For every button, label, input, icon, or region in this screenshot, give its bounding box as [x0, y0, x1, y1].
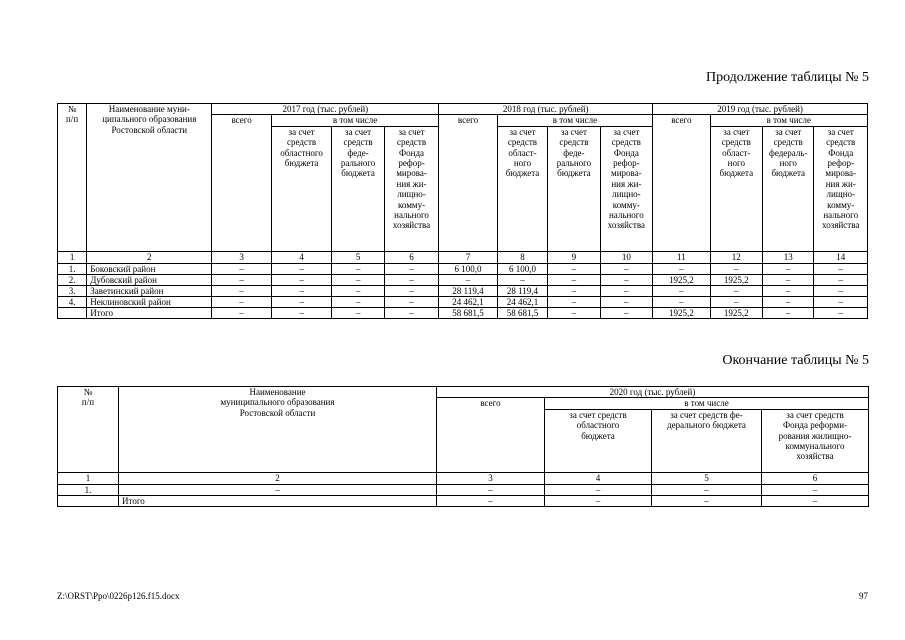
- column-number-cell: 7: [439, 251, 498, 263]
- col-header-federal-budget: за счет средств фе- дерального бюджета: [652, 409, 762, 472]
- column-number-cell: 1: [58, 472, 119, 484]
- col-header-total: всего: [212, 115, 272, 251]
- column-number-cell: 10: [600, 251, 652, 263]
- value-cell: –: [710, 296, 762, 307]
- table-row: [58, 274, 868, 285]
- value-cell: –: [600, 274, 652, 285]
- value-cell: 24 462,1: [439, 296, 498, 307]
- value-cell: –: [271, 296, 332, 307]
- municipality-name-cell: Итого: [119, 495, 437, 506]
- value-cell: –: [384, 307, 438, 318]
- value-cell: –: [814, 285, 868, 296]
- value-cell: –: [763, 263, 814, 274]
- col-header-regional-budget: за счет средств област- ного бюджета: [497, 126, 547, 251]
- municipality-name-cell: –: [119, 484, 437, 495]
- col-header-including: в том числе: [497, 115, 652, 126]
- value-cell: –: [548, 285, 600, 296]
- value-cell: –: [600, 296, 652, 307]
- column-number-row: [58, 472, 869, 484]
- value-cell: 28 119,4: [497, 285, 547, 296]
- table-5-end: [57, 386, 869, 507]
- value-cell: –: [814, 274, 868, 285]
- row-number-cell: 2.: [58, 274, 87, 285]
- value-cell: –: [439, 274, 498, 285]
- value-cell: –: [600, 285, 652, 296]
- value-cell: –: [437, 495, 545, 506]
- column-number-cell: 4: [271, 251, 332, 263]
- row-number-cell: 1.: [58, 484, 119, 495]
- municipality-name-cell: Дубовский район: [87, 274, 212, 285]
- table-row: [58, 307, 868, 318]
- col-header-year-2018: 2018 год (тыс. рублей): [439, 104, 653, 115]
- col-header-housing-fund: за счет средств Фонда рефор- мирова- ния жи- лищно- комму- нального хозяйства: [814, 126, 868, 251]
- row-number-cell: 4.: [58, 296, 87, 307]
- value-cell: 6 100,0: [497, 263, 547, 274]
- value-cell: –: [384, 274, 438, 285]
- value-cell: –: [212, 296, 272, 307]
- column-number-cell: 9: [548, 251, 600, 263]
- value-cell: –: [548, 263, 600, 274]
- value-cell: –: [652, 484, 762, 495]
- value-cell: –: [332, 307, 384, 318]
- col-header-year-2017: 2017 год (тыс. рублей): [212, 104, 439, 115]
- column-number-cell: 3: [212, 251, 272, 263]
- value-cell: –: [497, 274, 547, 285]
- value-cell: –: [763, 296, 814, 307]
- value-cell: 58 681,5: [497, 307, 547, 318]
- table-row: [58, 495, 869, 506]
- column-number-cell: 1: [58, 251, 87, 263]
- column-number-cell: 12: [710, 251, 762, 263]
- table-caption-end: Окончание таблицы № 5: [722, 353, 869, 368]
- value-cell: –: [653, 296, 710, 307]
- row-number-cell: 3.: [58, 285, 87, 296]
- value-cell: –: [271, 263, 332, 274]
- col-header-number: № п/п: [58, 104, 87, 252]
- col-header-year-2019: 2019 год (тыс. рублей): [653, 104, 868, 115]
- col-header-municipality: Наименование муниципального образования Ростовской области: [119, 387, 437, 473]
- column-number-cell: 3: [437, 472, 545, 484]
- value-cell: –: [384, 285, 438, 296]
- value-cell: 58 681,5: [439, 307, 498, 318]
- value-cell: –: [600, 263, 652, 274]
- column-number-cell: 14: [814, 251, 868, 263]
- col-header-regional-budget: за счет средств областного бюджета: [271, 126, 332, 251]
- col-header-including: в том числе: [710, 115, 867, 126]
- value-cell: –: [763, 285, 814, 296]
- value-cell: 24 462,1: [497, 296, 547, 307]
- row-number-cell: [58, 307, 87, 318]
- value-cell: 6 100,0: [439, 263, 498, 274]
- table-row: [58, 285, 868, 296]
- table-row: [58, 296, 868, 307]
- value-cell: –: [332, 296, 384, 307]
- column-number-cell: 6: [762, 472, 869, 484]
- value-cell: –: [548, 307, 600, 318]
- value-cell: –: [710, 263, 762, 274]
- col-header-total: всего: [437, 398, 545, 472]
- value-cell: –: [271, 285, 332, 296]
- value-cell: –: [332, 263, 384, 274]
- value-cell: –: [814, 263, 868, 274]
- value-cell: –: [384, 263, 438, 274]
- col-header-housing-fund: за счет средств Фонда рефор- мирова- ния жи- лищно- комму- нального хозяйства: [600, 126, 652, 251]
- column-number-cell: 4: [545, 472, 652, 484]
- row-number-cell: 1.: [58, 263, 87, 274]
- col-header-federal-budget: за счет средств феде- рального бюджета: [332, 126, 384, 251]
- value-cell: –: [763, 307, 814, 318]
- col-header-federal-budget: за счет средств федераль- ного бюджета: [763, 126, 814, 251]
- col-header-municipality: Наименование муни- ципального образования Ростовской области: [87, 104, 212, 252]
- value-cell: –: [762, 495, 869, 506]
- column-number-row: [58, 251, 868, 263]
- value-cell: 1925,2: [710, 274, 762, 285]
- row-number-cell: [58, 495, 119, 506]
- value-cell: –: [763, 274, 814, 285]
- column-number-cell: 8: [497, 251, 547, 263]
- value-cell: –: [271, 307, 332, 318]
- value-cell: –: [384, 296, 438, 307]
- value-cell: –: [212, 307, 272, 318]
- value-cell: –: [548, 296, 600, 307]
- value-cell: –: [652, 495, 762, 506]
- value-cell: –: [271, 274, 332, 285]
- value-cell: –: [545, 495, 652, 506]
- value-cell: –: [814, 307, 868, 318]
- table-caption-continuation: Продолжение таблицы № 5: [705, 70, 869, 85]
- municipality-name-cell: Неклиновский район: [87, 296, 212, 307]
- column-number-cell: 6: [384, 251, 438, 263]
- table-row: [58, 484, 869, 495]
- column-number-cell: 5: [332, 251, 384, 263]
- value-cell: –: [437, 484, 545, 495]
- value-cell: –: [332, 285, 384, 296]
- municipality-name-cell: Итого: [87, 307, 212, 318]
- column-number-cell: 2: [119, 472, 437, 484]
- municipality-name-cell: Заветинский район: [87, 285, 212, 296]
- value-cell: 1925,2: [710, 307, 762, 318]
- col-header-regional-budget: за счет средств област- ного бюджета: [710, 126, 762, 251]
- col-header-housing-fund: за счет средств Фонда рефор- мирова- ния жи- лищно- комму- нального хозяйства: [384, 126, 438, 251]
- value-cell: –: [653, 263, 710, 274]
- column-number-cell: 13: [763, 251, 814, 263]
- value-cell: 1925,2: [653, 274, 710, 285]
- table-row: [58, 263, 868, 274]
- col-header-regional-budget: за счет средств областного бюджета: [545, 409, 652, 472]
- column-number-cell: 2: [87, 251, 212, 263]
- col-header-including: в том числе: [271, 115, 438, 126]
- col-header-including: в том числе: [545, 398, 869, 409]
- value-cell: 1925,2: [653, 307, 710, 318]
- col-header-housing-fund: за счет средств Фонда реформи- рования жилищно- коммунального хозяйства: [762, 409, 869, 472]
- value-cell: –: [545, 484, 652, 495]
- value-cell: –: [600, 307, 652, 318]
- col-header-total: всего: [439, 115, 498, 251]
- page-number: 97: [859, 591, 868, 601]
- value-cell: –: [710, 285, 762, 296]
- value-cell: –: [814, 296, 868, 307]
- value-cell: –: [653, 285, 710, 296]
- document-path: Z:\ORST\Ppo\0226p126.f15.docx: [57, 591, 180, 601]
- value-cell: –: [548, 274, 600, 285]
- municipality-name-cell: Боковский район: [87, 263, 212, 274]
- col-header-federal-budget: за счет средств феде- рального бюджета: [548, 126, 600, 251]
- col-header-year-2020: 2020 год (тыс. рублей): [437, 387, 869, 398]
- table-5-continuation: [57, 103, 868, 319]
- column-number-cell: 11: [653, 251, 710, 263]
- value-cell: –: [212, 263, 272, 274]
- value-cell: –: [332, 274, 384, 285]
- value-cell: –: [212, 285, 272, 296]
- value-cell: 28 119,4: [439, 285, 498, 296]
- col-header-total: всего: [653, 115, 710, 251]
- col-header-number: № п/п: [58, 387, 119, 473]
- value-cell: –: [212, 274, 272, 285]
- value-cell: –: [762, 484, 869, 495]
- column-number-cell: 5: [652, 472, 762, 484]
